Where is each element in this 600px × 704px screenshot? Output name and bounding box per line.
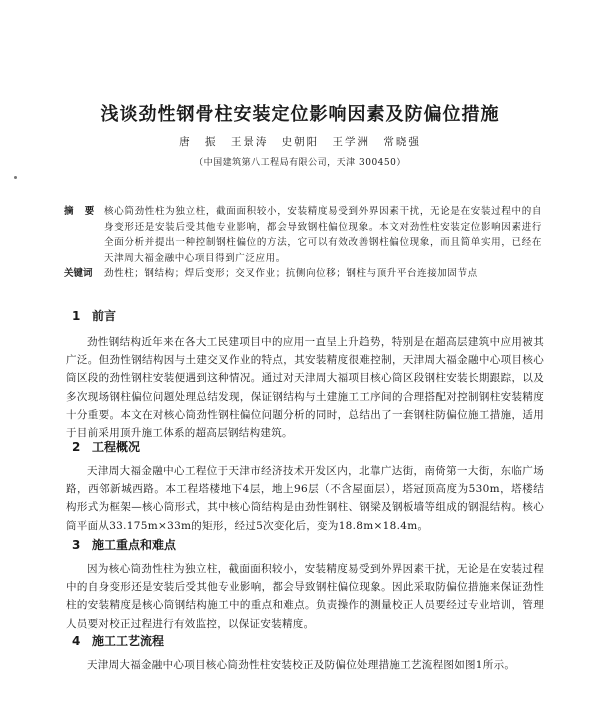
abstract-label: 摘 要 — [64, 206, 99, 217]
section-heading — [72, 632, 164, 649]
section-number: 1 — [72, 309, 81, 323]
body-paragraph: 劲性钢结构近年来在各大工民建项目中的应用一直呈上升趋势，特别是在超高层建筑中应用被其广泛。但劲性钢结构因与土建交叉作业的特点，其安装精度很难控制，天津周大福金融中心项目核心筒区段的劲性钢柱安装便遇到这种情况。通过对天津周大福项目核心筒区段钢柱安装长期跟踪，以及多次现场钢柱偏位问题处理总结发现，保证钢结构与土建施工工序间的合理搭配对控制钢柱安装精度十分重要。本文在对核心筒劲性钢柱偏位问题分析的同时，总结出了一套钢柱防偏位施工措施，适用于目前采用顶升施工体系的超高层钢结构建筑。 — [66, 336, 544, 440]
affiliation: （中国建筑第八工程局有限公司，天津 300450） — [194, 158, 406, 168]
section-heading — [72, 536, 176, 553]
section-number: 4 — [72, 634, 81, 648]
section-number: 3 — [72, 538, 81, 552]
author-list: 唐 振 王景涛 史朝阳 王学洲 常晓强 — [179, 136, 421, 148]
margin-dot — [14, 176, 17, 179]
section-title: 施工重点和难点 — [92, 538, 177, 552]
section-title: 施工工艺流程 — [92, 634, 165, 648]
section-number: 2 — [72, 440, 81, 454]
body-paragraph: 天津周大福金融中心项目核心筒劲性柱安装校正及防偏位处理措施工艺流程图如图1所示。 — [87, 659, 516, 671]
paper-title: 浅谈劲性钢骨柱安装定位影响因素及防偏位措施 — [100, 104, 500, 125]
section-heading — [72, 438, 140, 455]
abstract — [64, 204, 542, 266]
abstract-block — [64, 204, 542, 282]
section-title: 前言 — [92, 309, 117, 323]
section-heading — [72, 307, 116, 324]
body-paragraph: 因为核心筒劲性柱为独立柱，截面面积较小，安装精度易受到外界因素干扰，无论是在安装过程中的自身变形还是安装后受其他专业影响，都会导致钢柱偏位现象。因此采取防偏位措施来保证劲性柱的安装精度是核心筒钢结构施工中的重点和难点。负责操作的测量校正人员要经过专业培训，管理人员要对校正过程进行有效监控，以保证安装精度。 — [66, 563, 544, 630]
keywords — [64, 266, 542, 282]
body-paragraph: 天津周大福金融中心工程位于天津市经济技术开发区内，北靠广达街，南倚第一大街，东临广场路，西邻新城西路。本工程塔楼地下4层，地上96层（不含屋面层），塔冠顶高度为530m，塔楼结构形式为框架—核心筒形式，其中核心筒结构是由劲性钢柱、钢梁及钢板墙等组成的钢混结构。核心筒平面从33.175m×33m的矩形，经过5次变化后，变为18.8m×18.4m。 — [66, 465, 544, 532]
section-title: 工程概况 — [92, 440, 141, 454]
abstract-text: 核心筒劲性柱为独立柱，截面面积较小，安装精度易受到外界因素干扰，无论是在安装过程中的自身变形还是安装后受其他专业影响，都会导致钢柱偏位现象。本文对劲性柱安装定位影响因素进行全面分析并提出一种控制钢柱偏位的方法，它可以有效改善钢柱偏位现象，而且简单实用，已经在天津周大福金融中心项目得到广泛应用。 — [104, 206, 542, 264]
keywords-text: 劲性柱；钢结构；焊后变形；交叉作业；抗侧向位移；钢柱与顶升平台连接加固节点 — [104, 268, 478, 279]
keywords-label: 关键词 — [64, 268, 93, 279]
